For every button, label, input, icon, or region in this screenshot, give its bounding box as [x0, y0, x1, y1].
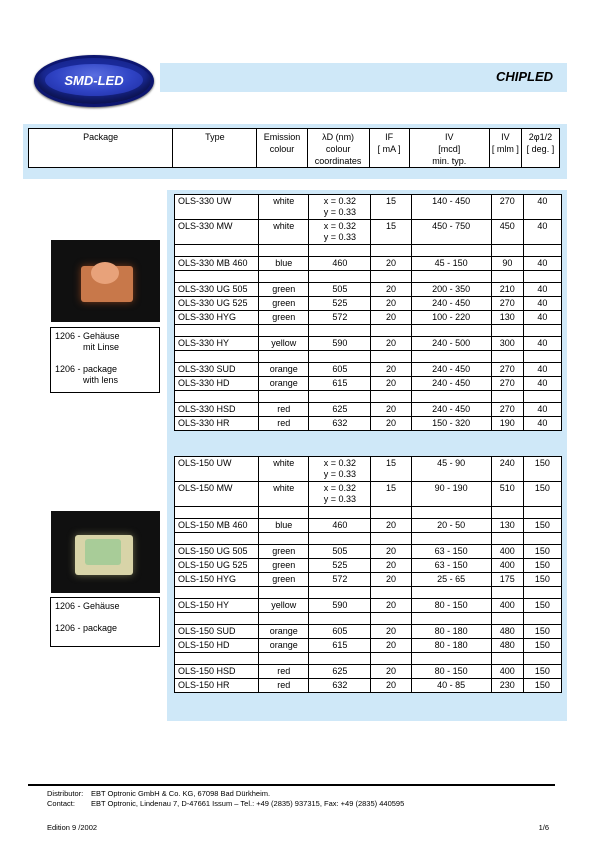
empty-cell [371, 325, 411, 337]
cell-angle: 40 [523, 377, 561, 391]
cell-type: OLS-330 MW [175, 220, 259, 245]
col-package: Package [29, 129, 173, 168]
empty-cell [175, 391, 259, 403]
col-wavelength: λD (nm) colour coordinates [307, 129, 369, 168]
cell-intensity: 90 - 190 [411, 482, 491, 507]
empty-cell [411, 613, 491, 625]
empty-cell [175, 245, 259, 257]
cell-type: OLS-150 HD [175, 639, 259, 653]
empty-cell [523, 351, 561, 363]
cell-intensity: 80 - 150 [411, 665, 491, 679]
col-intensity: IV [mcd] min. typ. [409, 129, 489, 168]
cell-current: 20 [371, 679, 411, 693]
cell-angle: 150 [523, 482, 561, 507]
empty-cell [309, 653, 371, 665]
cell-type: OLS-330 UW [175, 195, 259, 220]
ols-150-photo [51, 511, 160, 593]
cell-angle: 150 [523, 559, 561, 573]
label-spacer [55, 612, 155, 623]
cell-flux: 130 [491, 311, 523, 325]
cell-flux: 240 [491, 457, 523, 482]
empty-cell [411, 587, 491, 599]
package-label-line: 1206 - Gehäuse [55, 331, 120, 341]
cell-wavelength: 505 [309, 283, 371, 297]
table-row [175, 665, 562, 679]
page-title: CHIPLED [495, 69, 553, 84]
cell-flux: 270 [491, 195, 523, 220]
cell-angle: 40 [523, 257, 561, 271]
cell-intensity: 40 - 85 [411, 679, 491, 693]
empty-cell [259, 245, 309, 257]
cell-colour: white [259, 457, 309, 482]
empty-cell [175, 271, 259, 283]
table-row [175, 559, 562, 573]
cell-intensity: 240 - 450 [411, 363, 491, 377]
cell-current: 20 [371, 545, 411, 559]
cell-current: 15 [371, 457, 411, 482]
cell-current: 20 [371, 573, 411, 587]
cell-angle: 150 [523, 679, 561, 693]
cell-intensity: 63 - 150 [411, 545, 491, 559]
empty-cell [259, 391, 309, 403]
cell-type: OLS-150 UW [175, 457, 259, 482]
cell-type: OLS-330 HR [175, 417, 259, 431]
empty-cell [523, 613, 561, 625]
cell-angle: 150 [523, 639, 561, 653]
cell-intensity: 150 - 320 [411, 417, 491, 431]
cell-angle: 150 [523, 573, 561, 587]
cell-intensity: 140 - 450 [411, 195, 491, 220]
cell-colour: blue [259, 257, 309, 271]
cell-current: 20 [371, 559, 411, 573]
empty-cell [491, 613, 523, 625]
cell-type: OLS-330 HD [175, 377, 259, 391]
package-label-line: with lens [83, 375, 119, 385]
cell-angle: 150 [523, 519, 561, 533]
cell-colour: red [259, 403, 309, 417]
cell-type: OLS-330 HSD [175, 403, 259, 417]
cell-intensity: 45 - 90 [411, 457, 491, 482]
cell-type: OLS-150 HR [175, 679, 259, 693]
cell-current: 20 [371, 283, 411, 297]
cell-current: 20 [371, 297, 411, 311]
cell-intensity: 240 - 500 [411, 337, 491, 351]
empty-cell [523, 533, 561, 545]
cell-wavelength: x = 0.32 y = 0.33 [309, 457, 371, 482]
cell-angle: 150 [523, 457, 561, 482]
cell-current: 15 [371, 220, 411, 245]
cell-type: OLS-330 SUD [175, 363, 259, 377]
cell-intensity: 80 - 180 [411, 639, 491, 653]
empty-cell [309, 507, 371, 519]
cell-type: OLS-330 UG 505 [175, 283, 259, 297]
cell-colour: red [259, 679, 309, 693]
cell-current: 20 [371, 599, 411, 613]
empty-cell [411, 533, 491, 545]
spacer-row [175, 613, 562, 625]
cell-wavelength: 632 [309, 679, 371, 693]
empty-cell [523, 245, 561, 257]
table-row [175, 297, 562, 311]
cell-wavelength: 460 [309, 519, 371, 533]
empty-cell [309, 533, 371, 545]
label-spacer [55, 353, 155, 364]
empty-cell [523, 325, 561, 337]
cell-colour: green [259, 297, 309, 311]
table-row [175, 257, 562, 271]
empty-cell [411, 245, 491, 257]
ols-330-table [174, 194, 562, 431]
table-row [175, 519, 562, 533]
empty-cell [175, 653, 259, 665]
cell-angle: 150 [523, 545, 561, 559]
empty-cell [259, 533, 309, 545]
empty-cell [491, 391, 523, 403]
table-row [175, 195, 562, 220]
spacer-row [175, 391, 562, 403]
empty-cell [491, 271, 523, 283]
cell-type: OLS-150 HY [175, 599, 259, 613]
cell-current: 15 [371, 482, 411, 507]
empty-cell [371, 245, 411, 257]
cell-wavelength: x = 0.32 y = 0.33 [309, 195, 371, 220]
table-row [175, 377, 562, 391]
cell-colour: green [259, 311, 309, 325]
cell-angle: 40 [523, 417, 561, 431]
cell-current: 20 [371, 519, 411, 533]
footer-distributor: Distributor: EBT Optronic GmbH & Co. KG, 67098 Bad Dürkheim. [47, 789, 271, 798]
empty-cell [259, 351, 309, 363]
cell-colour: blue [259, 519, 309, 533]
cell-flux: 90 [491, 257, 523, 271]
cell-flux: 450 [491, 220, 523, 245]
spacer-row [175, 653, 562, 665]
col-flux: IV [ mlm ] [489, 129, 521, 168]
cell-colour: green [259, 573, 309, 587]
cell-colour: red [259, 665, 309, 679]
empty-cell [259, 613, 309, 625]
empty-cell [411, 351, 491, 363]
cell-flux: 130 [491, 519, 523, 533]
cell-flux: 400 [491, 545, 523, 559]
cell-intensity: 200 - 350 [411, 283, 491, 297]
cell-type: OLS-150 HSD [175, 665, 259, 679]
cell-type: OLS-150 MW [175, 482, 259, 507]
table-row [175, 311, 562, 325]
cell-current: 20 [371, 417, 411, 431]
table-row [175, 599, 562, 613]
led-chip-shape [85, 539, 121, 565]
smd-led-logo [34, 55, 154, 107]
cell-colour: orange [259, 363, 309, 377]
cell-flux: 400 [491, 559, 523, 573]
cell-wavelength: 590 [309, 337, 371, 351]
cell-angle: 150 [523, 665, 561, 679]
cell-intensity: 240 - 450 [411, 377, 491, 391]
spacer-row [175, 507, 562, 519]
package-label-line: 1206 - package [55, 623, 118, 633]
empty-cell [491, 245, 523, 257]
empty-cell [175, 533, 259, 545]
cell-angle: 40 [523, 297, 561, 311]
empty-cell [411, 271, 491, 283]
logo-text: SMD-LED [64, 72, 124, 88]
cell-flux: 510 [491, 482, 523, 507]
empty-cell [491, 507, 523, 519]
cell-colour: yellow [259, 337, 309, 351]
cell-type: OLS-150 UG 525 [175, 559, 259, 573]
empty-cell [523, 391, 561, 403]
cell-current: 20 [371, 639, 411, 653]
empty-cell [309, 613, 371, 625]
cell-flux: 270 [491, 363, 523, 377]
empty-cell [259, 507, 309, 519]
title-bar [160, 63, 567, 92]
table-row [175, 573, 562, 587]
empty-cell [491, 351, 523, 363]
empty-cell [309, 391, 371, 403]
empty-cell [309, 245, 371, 257]
cell-wavelength: 525 [309, 559, 371, 573]
empty-cell [411, 507, 491, 519]
cell-wavelength: 615 [309, 639, 371, 653]
cell-intensity: 45 - 150 [411, 257, 491, 271]
cell-type: OLS-330 MB 460 [175, 257, 259, 271]
led-lens-shape [91, 262, 119, 284]
cell-colour: yellow [259, 599, 309, 613]
cell-flux: 400 [491, 599, 523, 613]
empty-cell [175, 351, 259, 363]
table-row [175, 482, 562, 507]
page-number: 1/6 [538, 823, 549, 832]
cell-intensity: 20 - 50 [411, 519, 491, 533]
empty-cell [371, 351, 411, 363]
cell-flux: 300 [491, 337, 523, 351]
cell-wavelength: 625 [309, 403, 371, 417]
cell-wavelength: x = 0.32 y = 0.33 [309, 482, 371, 507]
cell-current: 20 [371, 257, 411, 271]
cell-type: OLS-330 HY [175, 337, 259, 351]
cell-wavelength: x = 0.32 y = 0.33 [309, 220, 371, 245]
table-row [175, 545, 562, 559]
empty-cell [523, 587, 561, 599]
cell-colour: green [259, 283, 309, 297]
empty-cell [259, 587, 309, 599]
cell-wavelength: 525 [309, 297, 371, 311]
empty-cell [259, 271, 309, 283]
col-angle: 2φ1/2 [ deg. ] [521, 129, 559, 168]
cell-intensity: 240 - 450 [411, 403, 491, 417]
empty-cell [411, 325, 491, 337]
edition: Edition 9 /2002 [47, 823, 98, 832]
cell-current: 20 [371, 403, 411, 417]
empty-cell [523, 507, 561, 519]
table-row [175, 283, 562, 297]
cell-type: OLS-150 MB 460 [175, 519, 259, 533]
cell-angle: 40 [523, 195, 561, 220]
empty-cell [259, 653, 309, 665]
cell-wavelength: 632 [309, 417, 371, 431]
package-label-line: 1206 - package [55, 364, 118, 374]
empty-cell [309, 351, 371, 363]
cell-wavelength: 460 [309, 257, 371, 271]
cell-current: 15 [371, 195, 411, 220]
package-label-line: 1206 - Gehäuse [55, 601, 120, 611]
table-row [175, 363, 562, 377]
empty-cell [309, 587, 371, 599]
cell-colour: red [259, 417, 309, 431]
table-row [175, 403, 562, 417]
table-row [175, 220, 562, 245]
cell-colour: green [259, 545, 309, 559]
empty-cell [309, 325, 371, 337]
cell-intensity: 63 - 150 [411, 559, 491, 573]
cell-angle: 40 [523, 363, 561, 377]
cell-current: 20 [371, 311, 411, 325]
cell-flux: 270 [491, 297, 523, 311]
empty-cell [371, 391, 411, 403]
empty-cell [371, 613, 411, 625]
cell-angle: 40 [523, 403, 561, 417]
cell-wavelength: 572 [309, 573, 371, 587]
cell-type: OLS-150 SUD [175, 625, 259, 639]
footer-contact: Contact: EBT Optronic, Lindenau 7, D-47661 Issum – Tel.: +49 (2835) 937315, Fax: +49 (2835) 440595 [47, 799, 405, 808]
table-row [175, 337, 562, 351]
cell-wavelength: 590 [309, 599, 371, 613]
cell-colour: orange [259, 625, 309, 639]
cell-colour: green [259, 559, 309, 573]
cell-intensity: 450 - 750 [411, 220, 491, 245]
cell-current: 20 [371, 337, 411, 351]
cell-intensity: 80 - 180 [411, 625, 491, 639]
empty-cell [523, 271, 561, 283]
cell-intensity: 240 - 450 [411, 297, 491, 311]
empty-cell [371, 587, 411, 599]
cell-type: OLS-330 UG 525 [175, 297, 259, 311]
table-row [175, 639, 562, 653]
cell-flux: 190 [491, 417, 523, 431]
cell-angle: 150 [523, 599, 561, 613]
cell-flux: 175 [491, 573, 523, 587]
table-row [175, 679, 562, 693]
cell-flux: 270 [491, 403, 523, 417]
table-row [175, 417, 562, 431]
cell-type: OLS-330 HYG [175, 311, 259, 325]
cell-wavelength: 615 [309, 377, 371, 391]
spacer-row [175, 245, 562, 257]
column-header-table [28, 128, 560, 168]
cell-angle: 40 [523, 283, 561, 297]
spacer-row [175, 325, 562, 337]
package-label-box [50, 597, 160, 647]
spacer-row [175, 271, 562, 283]
cell-angle: 150 [523, 625, 561, 639]
cell-wavelength: 625 [309, 665, 371, 679]
cell-type: OLS-150 HYG [175, 573, 259, 587]
table-row [175, 457, 562, 482]
cell-angle: 40 [523, 337, 561, 351]
cell-colour: white [259, 195, 309, 220]
cell-colour: white [259, 220, 309, 245]
cell-colour: white [259, 482, 309, 507]
empty-cell [523, 653, 561, 665]
cell-wavelength: 572 [309, 311, 371, 325]
cell-wavelength: 605 [309, 363, 371, 377]
cell-intensity: 25 - 65 [411, 573, 491, 587]
spacer-row [175, 351, 562, 363]
empty-cell [175, 613, 259, 625]
ols-150-table [174, 456, 562, 693]
empty-cell [491, 325, 523, 337]
empty-cell [175, 325, 259, 337]
spacer-row [175, 587, 562, 599]
col-emission: Emission colour [257, 129, 307, 168]
cell-intensity: 100 - 220 [411, 311, 491, 325]
cell-flux: 480 [491, 639, 523, 653]
empty-cell [259, 325, 309, 337]
cell-intensity: 80 - 150 [411, 599, 491, 613]
cell-flux: 480 [491, 625, 523, 639]
footer-rule [28, 784, 555, 786]
cell-colour: orange [259, 639, 309, 653]
cell-current: 20 [371, 665, 411, 679]
package-label-line: mit Linse [83, 342, 120, 352]
cell-angle: 40 [523, 311, 561, 325]
empty-cell [371, 653, 411, 665]
cell-flux: 230 [491, 679, 523, 693]
empty-cell [411, 653, 491, 665]
cell-current: 20 [371, 363, 411, 377]
cell-colour: orange [259, 377, 309, 391]
package-label-box [50, 327, 160, 393]
ols-330-photo [51, 240, 160, 322]
cell-current: 20 [371, 625, 411, 639]
cell-wavelength: 505 [309, 545, 371, 559]
empty-cell [491, 587, 523, 599]
col-current: IF [ mA ] [369, 129, 409, 168]
table-row [175, 625, 562, 639]
cell-current: 20 [371, 377, 411, 391]
empty-cell [175, 507, 259, 519]
empty-cell [371, 533, 411, 545]
empty-cell [371, 507, 411, 519]
cell-angle: 40 [523, 220, 561, 245]
empty-cell [411, 391, 491, 403]
empty-cell [175, 587, 259, 599]
empty-cell [309, 271, 371, 283]
cell-flux: 400 [491, 665, 523, 679]
cell-flux: 270 [491, 377, 523, 391]
cell-type: OLS-150 UG 505 [175, 545, 259, 559]
empty-cell [491, 653, 523, 665]
spacer-row [175, 533, 562, 545]
col-type: Type [173, 129, 257, 168]
cell-wavelength: 605 [309, 625, 371, 639]
empty-cell [371, 271, 411, 283]
empty-cell [491, 533, 523, 545]
cell-flux: 210 [491, 283, 523, 297]
